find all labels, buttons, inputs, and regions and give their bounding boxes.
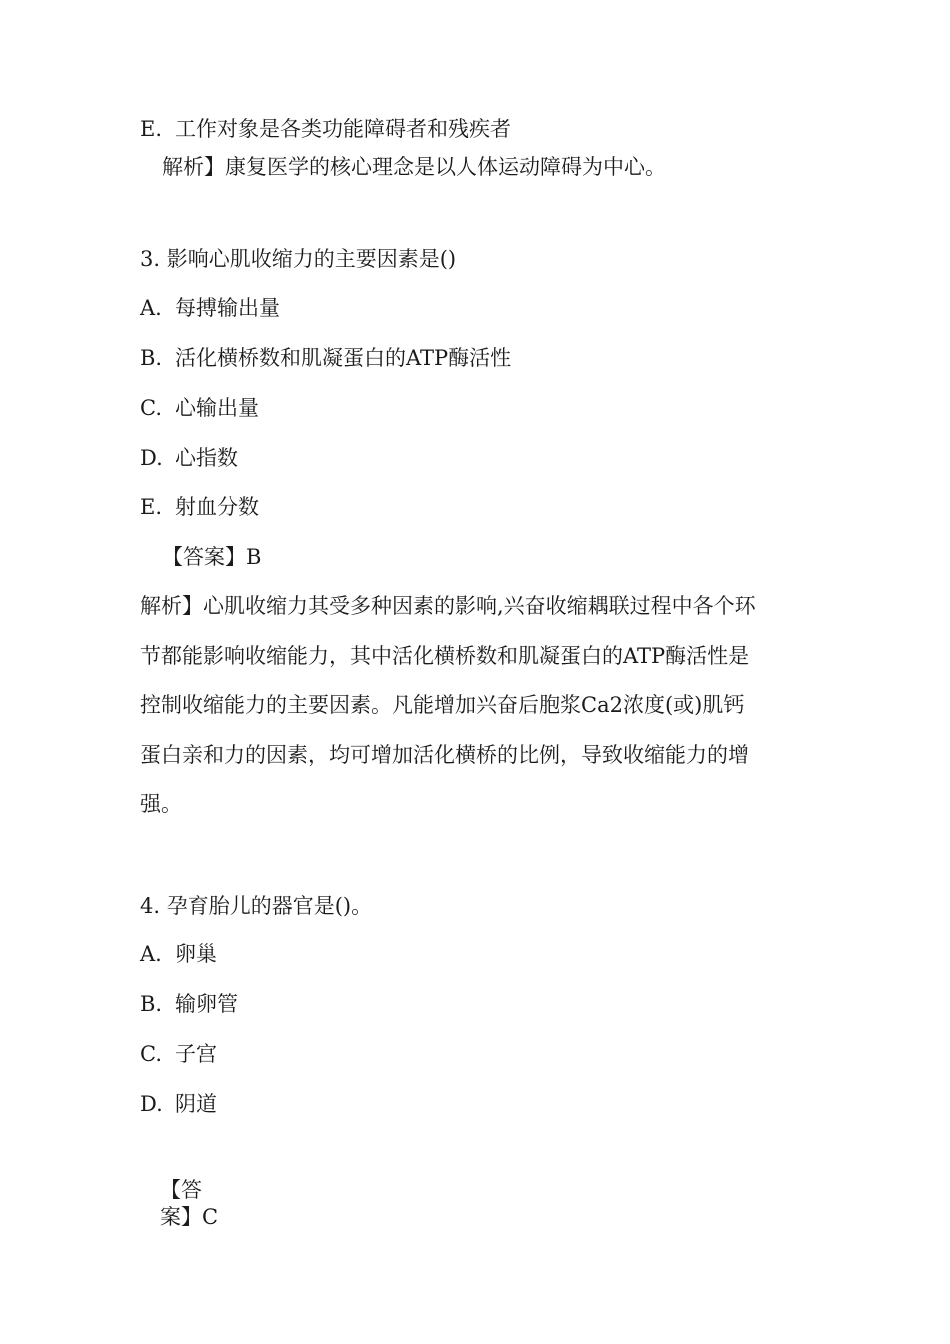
q3-option-a-text: 每搏输出量 [175, 296, 280, 320]
q3-analysis [140, 582, 800, 830]
q4-question: 4. 孕育胎儿的器官是()。 [140, 894, 373, 918]
q3-analysis-line: 控制收缩能力的主要因素。凡能增加兴奋后胞浆Ca2浓度(或)肌钙 [140, 693, 745, 717]
q4-option-d-label: D. [140, 1092, 163, 1116]
q3-option-b-label: B. [140, 346, 163, 370]
q2-analysis: 解析】康复医学的核心理念是以人体运动障碍为中心。 [162, 155, 666, 179]
q3-option-d-text: 心指数 [175, 446, 238, 470]
q3-option-c-label: C. [140, 396, 162, 420]
q3-option-a-label: A. [140, 296, 162, 320]
q3-question: 3. 影响心肌收缩力的主要因素是() [140, 247, 457, 271]
q4-option-c-label: C. [140, 1042, 162, 1066]
q4-answer-line: 案】C [160, 1205, 219, 1229]
q4-option-b [140, 991, 238, 1017]
q2-option-e-text: 工作对象是各类功能障碍者和残疾者 [175, 117, 511, 141]
q2-option-e [140, 116, 511, 142]
q3-analysis-line: 解析】心肌收缩力其受多种因素的影响,兴奋收缩耦联过程中各个环 [140, 594, 756, 618]
q4-option-c-text: 子宫 [175, 1042, 217, 1066]
q2-option-e-label: E. [140, 117, 163, 141]
q4-option-a [140, 941, 217, 967]
q3-option-c [140, 395, 259, 421]
q3-option-a [140, 295, 280, 321]
q3-option-e-text: 射血分数 [175, 495, 259, 519]
q3-answer: 【答案】B [162, 545, 262, 569]
q3-option-c-text: 心输出量 [175, 396, 259, 420]
q3-option-e [140, 494, 259, 520]
q4-option-c [140, 1041, 217, 1067]
q3-option-e-label: E. [140, 495, 163, 519]
q4-option-a-label: A. [140, 942, 162, 966]
q4-option-b-label: B. [140, 992, 163, 1016]
q4-option-a-text: 卵巢 [175, 942, 217, 966]
q4-option-d [140, 1091, 217, 1117]
q4-answer-line: 【答 [160, 1178, 202, 1202]
q3-option-b [140, 345, 511, 371]
q4-answer [160, 1177, 220, 1231]
q4-option-b-text: 输卵管 [175, 992, 238, 1016]
q3-analysis-line: 蛋白亲和力的因素，均可增加活化横桥的比例，导致收缩能力的增 [140, 742, 749, 767]
q3-option-b-text: 活化横桥数和肌凝蛋白的ATP酶活性 [175, 346, 512, 370]
q3-analysis-line: 节都能影响收缩能力，其中活化横桥数和肌凝蛋白的ATP酶活性是 [140, 643, 750, 668]
q3-analysis-line: 强。 [140, 792, 182, 816]
q3-option-d [140, 445, 238, 471]
q3-option-d-label: D. [140, 446, 163, 470]
q4-option-d-text: 阴道 [175, 1092, 217, 1116]
